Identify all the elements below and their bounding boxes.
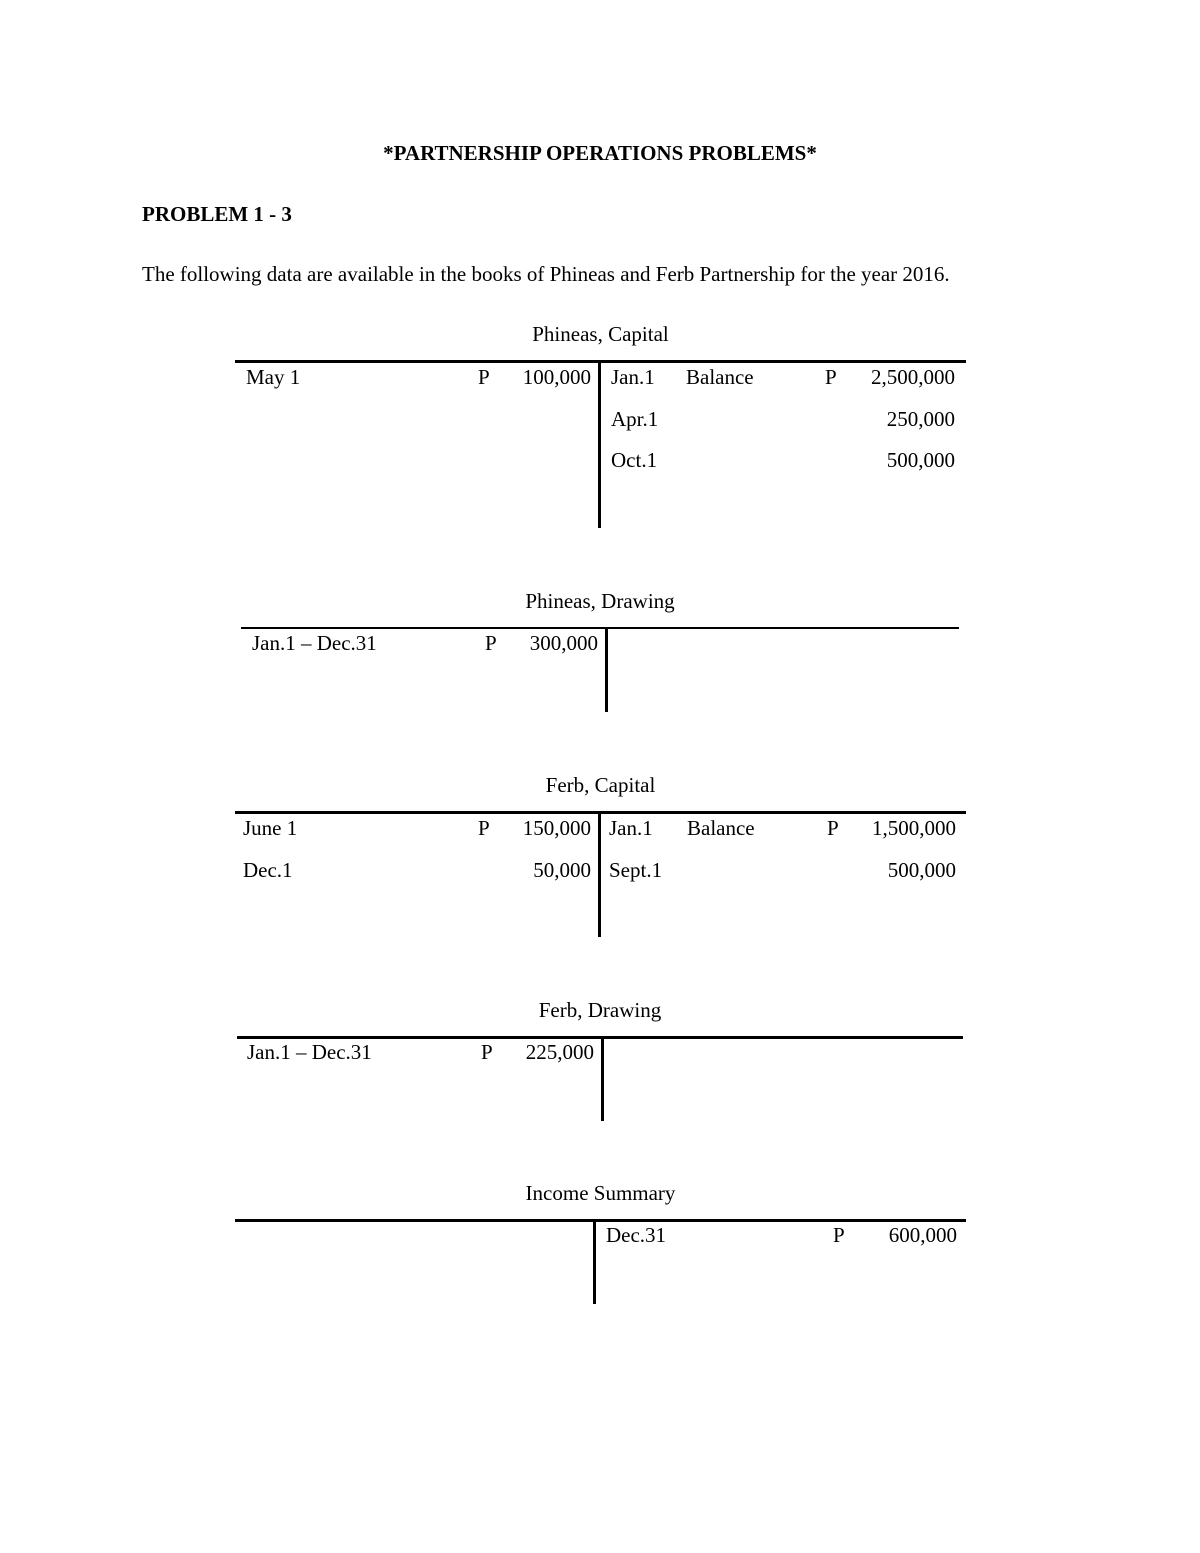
debit-amount: 150,000 [522,816,591,840]
debit-date: Jan.1 – Dec.31 [247,1040,372,1064]
debit-currency: P [481,1040,493,1064]
debit-currency: P [478,816,490,840]
t-account-ferb-drawing [237,998,963,1123]
account-divider [593,1219,596,1304]
account-title: Ferb, Capital [545,773,656,797]
credit-date: Oct.1 [611,448,658,472]
debit-date: May 1 [246,365,301,389]
credit-amount: 500,000 [886,448,955,472]
account-top-rule [241,627,959,629]
credit-date: Jan.1 [609,816,653,840]
account-top-rule [237,1036,963,1039]
problem-heading: PROBLEM 1 - 3 [142,202,292,226]
account-divider [605,627,608,712]
intro-paragraph: The following data are available in the books of Phineas and Ferb Partnership for the year 2016. [142,262,950,286]
account-title: Ferb, Drawing [538,998,662,1022]
credit-amount: 1,500,000 [872,816,956,840]
account-divider [598,811,601,937]
credit-date: Jan.1 [611,365,655,389]
account-divider [601,1036,604,1121]
document-title: *PARTNERSHIP OPERATIONS PROBLEMS* [383,141,817,165]
credit-currency: P [833,1223,845,1247]
credit-currency: P [825,365,837,389]
debit-amount: 50,000 [533,858,591,882]
credit-desc: Balance [687,816,755,840]
credit-amount: 600,000 [888,1223,957,1247]
credit-date: Dec.31 [606,1223,667,1247]
debit-amount: 100,000 [522,365,591,389]
debit-date: June 1 [243,816,298,840]
account-divider [598,360,601,528]
credit-desc: Balance [686,365,754,389]
credit-amount: 250,000 [886,407,955,431]
account-title: Phineas, Capital [532,322,669,346]
account-title: Phineas, Drawing [525,589,675,613]
debit-amount: 300,000 [529,631,598,655]
t-account-income-summary [235,1181,966,1306]
t-account-ferb-capital [235,773,966,939]
debit-amount: 225,000 [525,1040,594,1064]
t-account-phineas-drawing [241,589,959,714]
t-account-phineas-capital [235,322,966,532]
credit-date: Sept.1 [609,858,663,882]
account-top-rule [235,1219,966,1222]
debit-date: Dec.1 [243,858,293,882]
credit-date: Apr.1 [611,407,659,431]
debit-currency: P [478,365,490,389]
debit-date: Jan.1 – Dec.31 [252,631,377,655]
credit-currency: P [827,816,839,840]
credit-amount: 500,000 [887,858,956,882]
credit-amount: 2,500,000 [871,365,955,389]
account-title: Income Summary [525,1181,676,1205]
debit-currency: P [485,631,497,655]
